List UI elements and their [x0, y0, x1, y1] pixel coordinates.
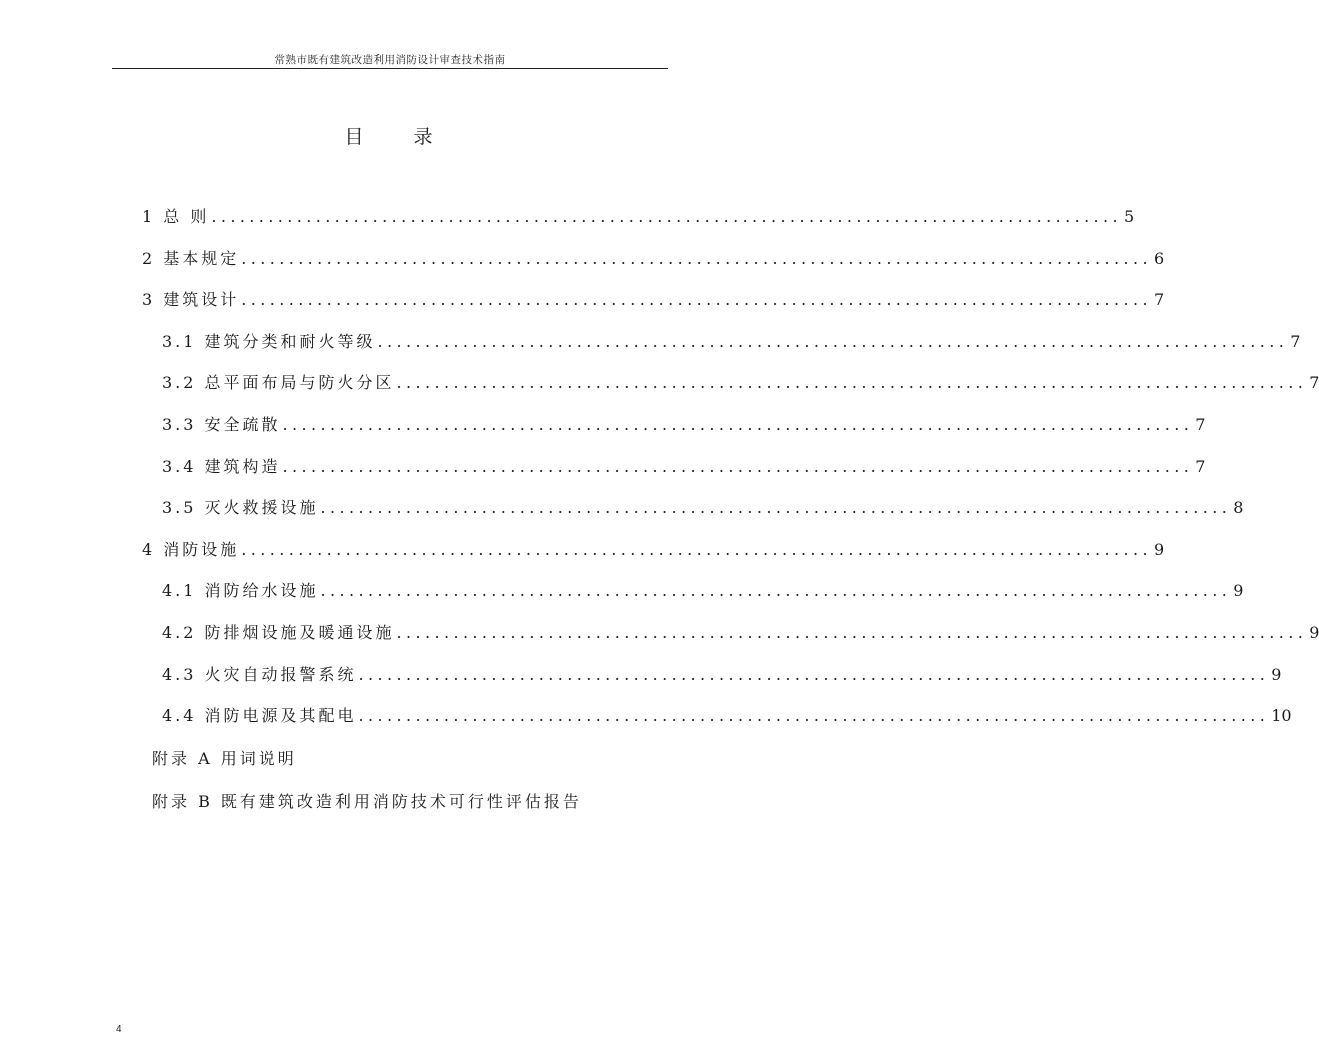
toc-entry-page: 7 [1195, 456, 1206, 476]
toc-entry-4[interactable] [142, 538, 1165, 580]
toc-entry-4-3[interactable] [142, 663, 1282, 705]
running-header: 常熟市既有建筑改造利用消防设计审查技术指南 [274, 54, 506, 66]
toc-entry-label: 1 总 则 [142, 207, 210, 226]
toc-title-right: 录 [413, 126, 435, 148]
toc-entry-label: 3.1 建筑分类和耐火等级 [162, 331, 376, 351]
toc-dot-leader: ................................................................................................ [358, 664, 1270, 684]
toc-entry-label: 4 消防设施 [142, 539, 240, 559]
toc-title-left: 目 [344, 126, 366, 148]
appendix-a-entry[interactable]: 附录 A 用词说明 [152, 749, 297, 768]
toc-entry-3-2[interactable] [142, 371, 1319, 413]
toc-entry-page: 7 [1153, 290, 1165, 310]
toc-entry-4-2[interactable] [142, 621, 1319, 663]
toc-entry-label: 4.3 火灾自动报警系统 [162, 664, 357, 684]
toc-entry-label: 3.2 总平面布局与防火分区 [162, 373, 395, 393]
toc-entry-label: 3.4 建筑构造 [162, 456, 281, 476]
toc-dot-leader: ................................................................................................ [241, 290, 1152, 310]
toc-entry-page: 9 [1233, 581, 1244, 601]
toc-dot-leader: ................................................................................................ [396, 373, 1308, 393]
page-number: 4 [116, 1024, 122, 1035]
toc-entry-4-1[interactable] [142, 579, 1244, 621]
toc-entry-page: 5 [1124, 207, 1135, 226]
toc-entry-label: 4.1 消防给水设施 [162, 581, 319, 601]
toc-entry-3-5[interactable] [142, 496, 1244, 538]
toc-dot-leader: ................................................................................................ [320, 498, 1232, 518]
toc-title [0, 122, 779, 149]
toc-entry-label: 3.3 安全疏散 [162, 414, 281, 434]
toc-entry-label: 3.5 灭火救援设施 [162, 498, 319, 518]
toc-dot-leader: ................................................................................................ [241, 539, 1152, 559]
toc-entry-label: 4.4 消防电源及其配电 [162, 706, 357, 726]
toc-entry-3-1[interactable] [142, 330, 1301, 372]
toc-entry-page: 7 [1309, 373, 1319, 393]
toc-entry-3-4[interactable] [142, 455, 1206, 497]
toc-dot-leader: ................................................................................................ [396, 622, 1308, 642]
header-rule [112, 68, 668, 69]
toc-entry-page: 9 [1153, 539, 1165, 559]
toc-entry-page: 7 [1290, 331, 1301, 351]
toc-dot-leader: ................................................................................................ [320, 581, 1232, 601]
toc-entry-page: 6 [1153, 248, 1165, 268]
toc-dot-leader: ................................................................................................ [358, 706, 1270, 726]
toc-entry-page: 7 [1195, 414, 1206, 434]
toc-dot-leader: ................................................................................................ [282, 414, 1194, 434]
toc-entry-4-4[interactable] [142, 704, 1292, 746]
toc-entry-2[interactable] [142, 247, 1165, 289]
toc-dot-leader: ................................................................................................ [377, 331, 1289, 351]
appendix-b-entry[interactable]: 附录 B 既有建筑改造利用消防技术可行性评估报告 [152, 792, 582, 811]
toc-entry-3[interactable] [142, 288, 1165, 330]
toc-dot-leader: ................................................................................................ [211, 207, 1123, 226]
toc-dot-leader: ................................................................................................ [241, 248, 1152, 268]
toc-entry-3-3[interactable] [142, 413, 1206, 455]
toc-entry-label: 2 基本规定 [142, 248, 240, 268]
toc-entry-page: 9 [1271, 664, 1282, 684]
toc-entry-page: 9 [1309, 622, 1319, 642]
toc-entry-label: 4.2 防排烟设施及暖通设施 [162, 622, 395, 642]
toc-dot-leader: ................................................................................................ [282, 456, 1194, 476]
table-of-contents [142, 205, 1319, 746]
toc-entry-1[interactable] [142, 205, 1135, 247]
toc-entry-page: 8 [1233, 498, 1244, 518]
toc-entry-page: 10 [1271, 706, 1292, 726]
toc-entry-label: 3 建筑设计 [142, 290, 240, 310]
